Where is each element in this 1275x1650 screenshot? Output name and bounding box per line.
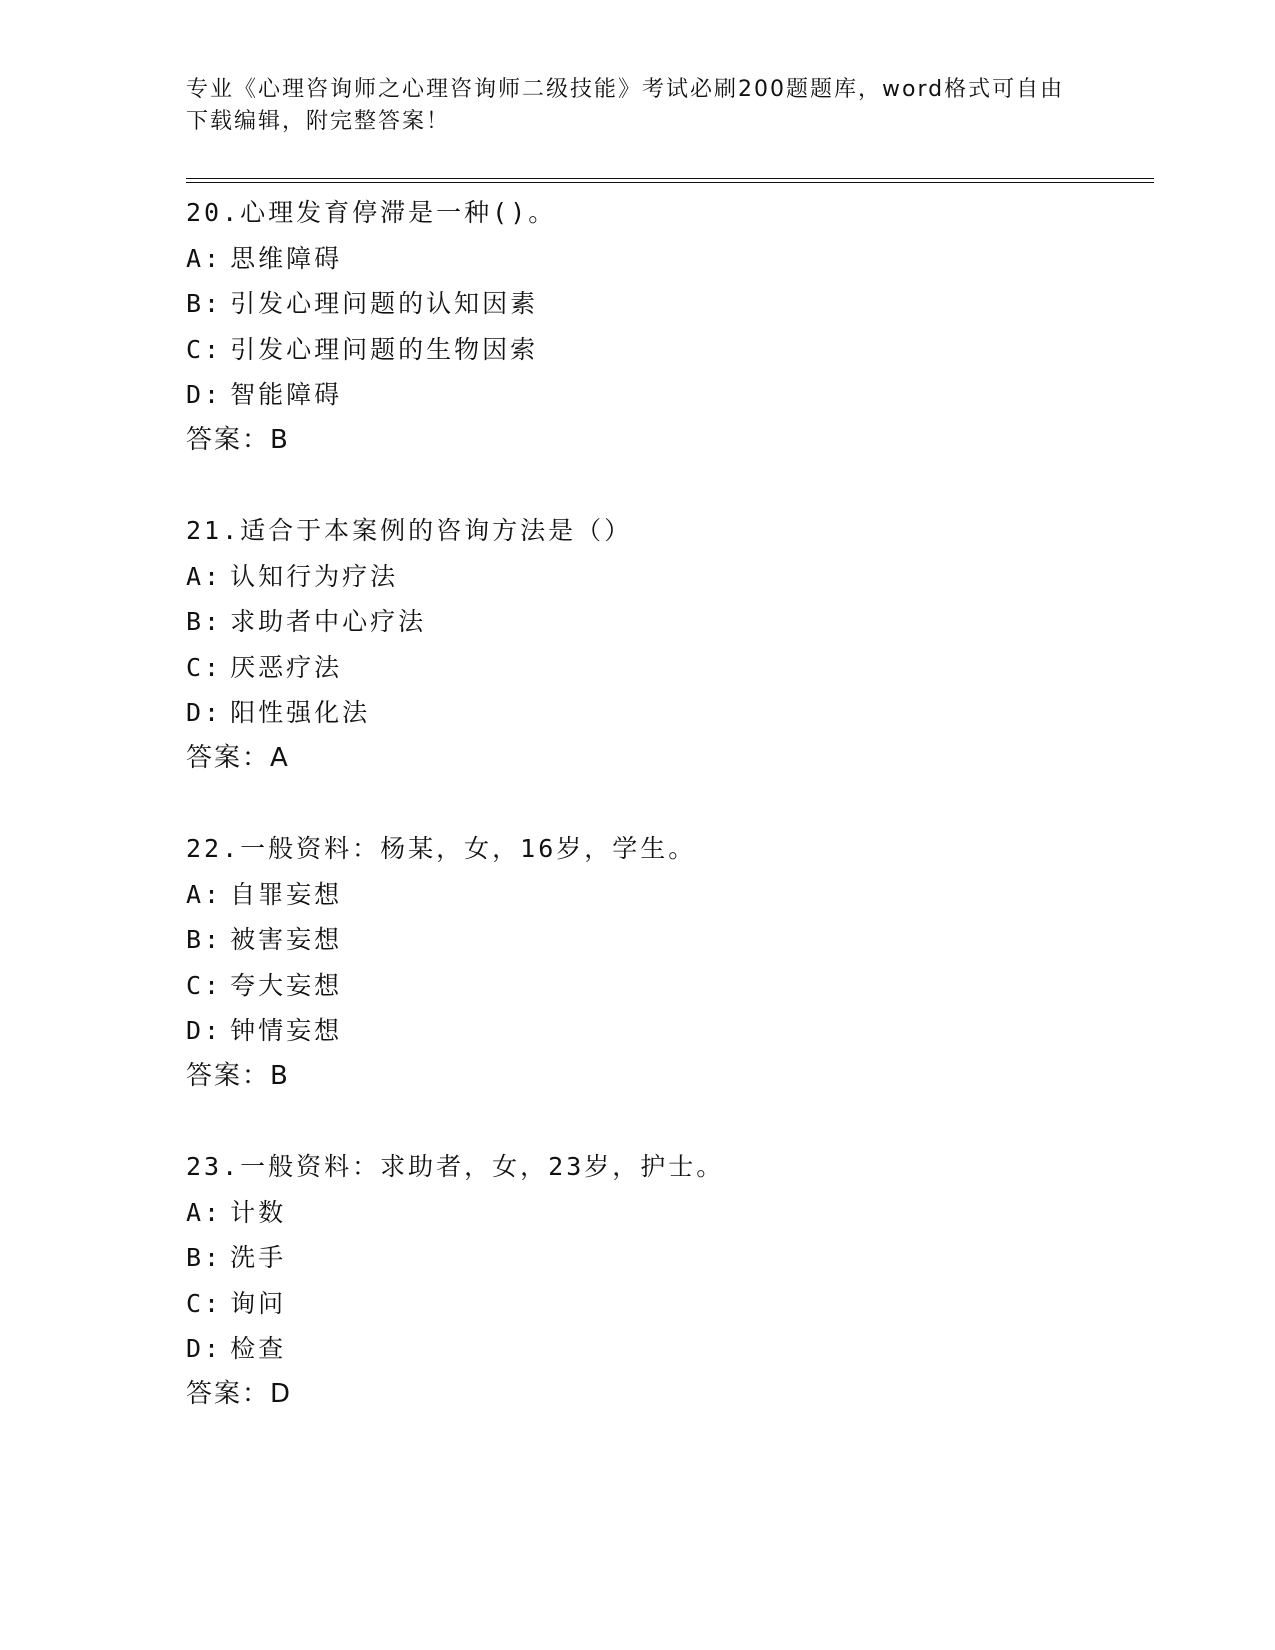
option-text: 检查 <box>230 1334 287 1363</box>
option-a <box>186 1190 1154 1236</box>
option-letter: A: <box>186 561 223 591</box>
option-d <box>186 372 1154 418</box>
document-header: 专业《心理咨询师之心理咨询师二级技能》考试必刷200题题库，word格式可自由下载编辑，附完整答案！ <box>186 77 1065 134</box>
option-letter: C: <box>186 1288 223 1318</box>
option-text: 引发心理问题的认知因素 <box>230 289 539 318</box>
question-22 <box>186 826 1154 1099</box>
option-text: 洗手 <box>230 1243 287 1272</box>
option-text: 智能障碍 <box>230 380 343 409</box>
question-21 <box>186 508 1154 781</box>
option-text: 求助者中心疗法 <box>230 607 427 636</box>
question-stem: 22.一般资料：杨某，女，16岁，学生。 <box>186 834 697 863</box>
option-c <box>186 327 1154 373</box>
option-letter: B: <box>186 289 223 318</box>
option-letter: C: <box>186 334 223 364</box>
option-text: 阳性强化法 <box>230 698 371 727</box>
option-a <box>186 554 1154 600</box>
option-a <box>186 872 1154 918</box>
option-text: 厌恶疗法 <box>230 652 343 682</box>
option-text: 引发心理问题的生物因索 <box>230 334 539 364</box>
option-letter: B: <box>186 607 223 636</box>
header-divider-top <box>186 178 1154 179</box>
question-stem: 20.心理发育停滞是一种()。 <box>186 198 557 227</box>
answer-line: 答案：A <box>186 742 290 773</box>
option-b <box>186 1235 1154 1281</box>
option-d <box>186 690 1154 736</box>
question-stem: 21.适合于本案例的咨询方法是（） <box>186 516 633 545</box>
option-b <box>186 281 1154 327</box>
option-b <box>186 599 1154 645</box>
option-text: 思维障碍 <box>230 243 343 273</box>
header-divider-bottom <box>186 182 1154 183</box>
option-letter: D: <box>186 698 223 727</box>
option-text: 夸大妄想 <box>230 970 343 1000</box>
answer-line: 答案：D <box>186 1378 293 1409</box>
option-letter: B: <box>186 1243 223 1272</box>
option-letter: D: <box>186 380 223 409</box>
option-d <box>186 1008 1154 1054</box>
question-list <box>186 190 1154 1462</box>
option-text: 计数 <box>230 1197 287 1227</box>
answer-line: 答案：B <box>186 424 290 455</box>
question-23 <box>186 1144 1154 1417</box>
option-d <box>186 1326 1154 1372</box>
option-text: 自罪妄想 <box>230 879 343 909</box>
option-letter: D: <box>186 1334 223 1363</box>
option-letter: C: <box>186 652 223 682</box>
option-letter: B: <box>186 925 223 954</box>
option-text: 认知行为疗法 <box>230 561 399 591</box>
option-letter: D: <box>186 1016 223 1045</box>
option-text: 钟情妄想 <box>230 1016 343 1045</box>
option-c <box>186 963 1154 1009</box>
option-letter: A: <box>186 1197 223 1227</box>
question-20 <box>186 190 1154 463</box>
question-stem: 23.一般资料：求助者，女，23岁，护士。 <box>186 1152 725 1181</box>
option-c <box>186 1281 1154 1327</box>
option-c <box>186 645 1154 691</box>
option-letter: A: <box>186 243 223 273</box>
option-a <box>186 236 1154 282</box>
option-b <box>186 917 1154 963</box>
option-letter: A: <box>186 879 223 909</box>
option-letter: C: <box>186 970 223 1000</box>
option-text: 被害妄想 <box>230 925 343 954</box>
answer-line: 答案：B <box>186 1060 290 1091</box>
option-text: 询问 <box>230 1288 287 1318</box>
